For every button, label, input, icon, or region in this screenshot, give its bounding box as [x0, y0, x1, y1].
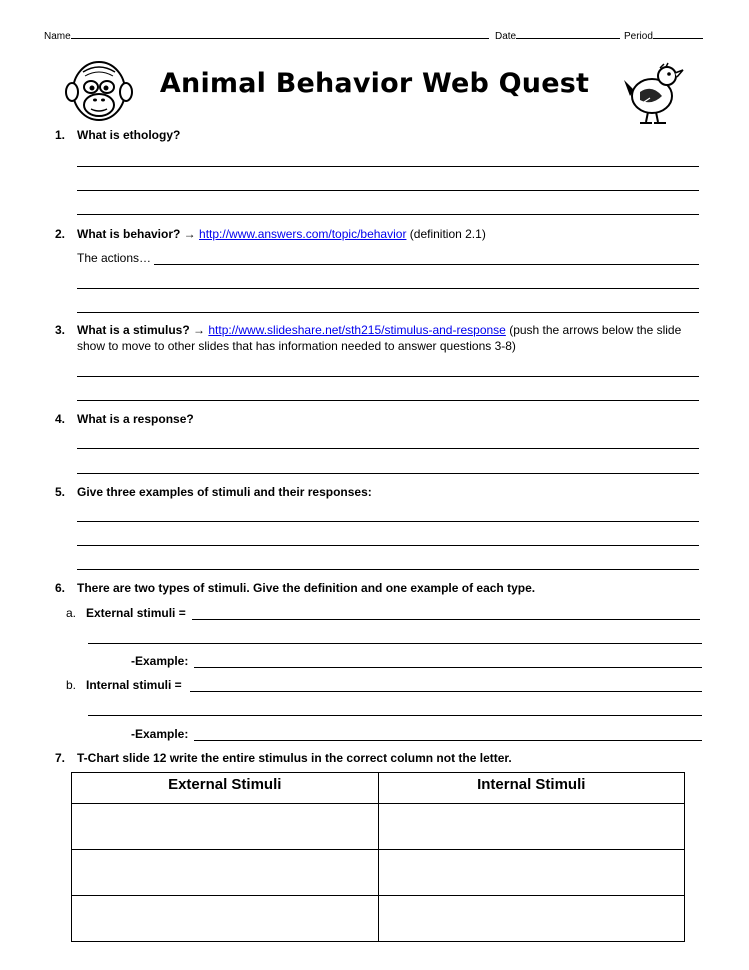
answer-line[interactable]	[77, 569, 699, 570]
name-label: Name	[44, 31, 71, 42]
answer-line[interactable]	[77, 521, 699, 522]
t-chart-cell[interactable]	[378, 896, 685, 942]
answer-line[interactable]	[77, 166, 699, 167]
date-field[interactable]	[495, 28, 620, 42]
external-example-label: -Example:	[131, 654, 189, 668]
question-7: 7. T-Chart slide 12 write the entire stimulus in the correct column not the letter.	[55, 751, 512, 765]
answer-line[interactable]	[77, 376, 699, 377]
answer-line[interactable]	[77, 473, 699, 474]
question-3-continued: show to move to other slides that has information needed to answer questions 3-8)	[77, 339, 516, 353]
period-underline	[653, 28, 703, 39]
external-stimuli-item: a. External stimuli =	[66, 606, 186, 620]
date-underline	[516, 28, 620, 39]
bird-icon	[622, 62, 686, 128]
behavior-lead-text: The actions…	[77, 251, 152, 265]
table-row	[72, 804, 685, 850]
name-underline	[71, 28, 489, 39]
question-1: 1. What is ethology?	[55, 128, 181, 142]
t-chart-cell[interactable]	[378, 850, 685, 896]
question-5: 5. Give three examples of stimuli and their responses:	[55, 485, 372, 499]
date-label: Date	[495, 31, 517, 42]
answer-line[interactable]	[88, 715, 702, 716]
table-row	[72, 896, 685, 942]
t-chart-cell[interactable]	[378, 804, 685, 850]
t-chart-header-internal: Internal Stimuli	[378, 773, 685, 804]
answer-line[interactable]	[194, 740, 702, 741]
behavior-link[interactable]: http://www.answers.com/topic/behavior	[199, 227, 407, 241]
answer-line[interactable]	[77, 545, 699, 546]
t-chart-header-row	[72, 773, 685, 804]
question-4: 4. What is a response?	[55, 412, 194, 426]
answer-line[interactable]	[88, 643, 702, 644]
answer-line[interactable]	[154, 264, 699, 265]
answer-line[interactable]	[77, 190, 699, 191]
answer-line[interactable]	[77, 288, 699, 289]
t-chart-cell[interactable]	[72, 896, 379, 942]
question-3: 3. What is a stimulus? → http://www.slideshare.net/sth215/stimulus-and-response (push the arrows below the slide	[55, 323, 682, 337]
period-field[interactable]	[624, 28, 703, 42]
stimulus-link[interactable]: http://www.slideshare.net/sth215/stimulus-and-response	[208, 323, 506, 337]
t-chart-header-external: External Stimuli	[72, 773, 379, 804]
answer-line[interactable]	[192, 619, 700, 620]
question-6: 6. There are two types of stimuli. Give the definition and one example of each type.	[55, 581, 536, 595]
answer-line[interactable]	[194, 667, 702, 668]
name-field[interactable]	[44, 28, 489, 42]
internal-stimuli-item: b. Internal stimuli =	[66, 678, 182, 692]
answer-line[interactable]	[77, 312, 699, 313]
period-label: Period	[624, 31, 653, 42]
answer-line[interactable]	[190, 691, 702, 692]
question-2: 2. What is behavior? → http://www.answers.com/topic/behavior (definition 2.1)	[55, 227, 486, 241]
internal-example-label: -Example:	[131, 727, 189, 741]
t-chart-cell[interactable]	[72, 850, 379, 896]
answer-line[interactable]	[77, 448, 699, 449]
t-chart-table	[71, 772, 685, 942]
page-title: Animal Behavior Web Quest	[159, 68, 590, 99]
t-chart-cell[interactable]	[72, 804, 379, 850]
answer-line[interactable]	[77, 400, 699, 401]
table-row	[72, 850, 685, 896]
answer-line[interactable]	[77, 214, 699, 215]
